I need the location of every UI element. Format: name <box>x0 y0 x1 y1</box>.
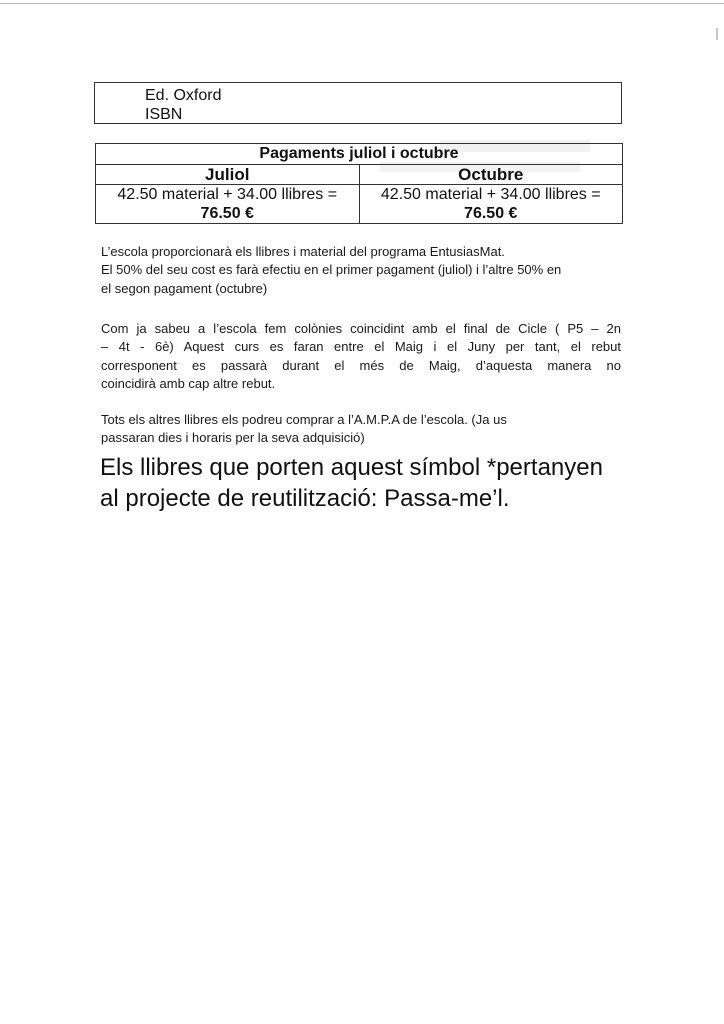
paragraph-colonies <box>101 320 621 394</box>
paragraph-line: El 50% del seu cost es farà efectiu en el primer pagament (juliol) i l’altre 50% en <box>101 262 562 278</box>
payment-detail: 42.50 material + 34.00 llibres = <box>117 186 338 203</box>
publisher-text: Ed. Oxford <box>145 87 222 104</box>
book-info-box <box>94 82 622 124</box>
column-header-juliol: Juliol <box>96 165 360 185</box>
isbn-label: ISBN <box>145 106 183 123</box>
payment-total: 76.50 € <box>464 205 518 222</box>
payment-cell-juliol <box>96 185 360 224</box>
column-header-octubre: Octubre <box>359 165 623 185</box>
reuse-notice-line: al projecte de reutilització: Passa-me’l. <box>100 485 510 512</box>
paragraph-ampa <box>101 411 621 448</box>
payment-cell-octubre <box>359 185 623 224</box>
payments-table-title: Pagaments juliol i octubre <box>96 144 623 165</box>
scan-mark <box>716 28 718 40</box>
paragraph-line: L’escola proporcionarà els llibres i material del programa EntusiasMat. <box>101 244 505 259</box>
paragraph-line: – 4t - 6è) Aquest curs es faran entre el Maig i el Juny per tant, el rebut <box>101 339 621 355</box>
paragraph-line: passaran dies i horaris per la seva adquisició) <box>101 430 365 446</box>
reuse-notice <box>100 452 640 514</box>
payments-table <box>95 143 623 224</box>
paragraph-line: Tots els altres llibres els podreu comprar a l’A.M.P.A de l’escola. (Ja us <box>101 412 507 427</box>
payment-detail: 42.50 material + 34.00 llibres = <box>380 186 601 203</box>
reuse-notice-line: Els llibres que porten aquest símbol *pertanyen <box>100 454 603 481</box>
paragraph-entusiasmat <box>101 243 621 298</box>
paragraph-line: el segon pagament (octubre) <box>101 280 268 296</box>
payment-total: 76.50 € <box>200 205 254 222</box>
paragraph-line: Com ja sabeu a l’escola fem colònies coincidint amb el final de Cicle ( P5 – 2n <box>101 321 621 336</box>
paragraph-line: coincidirà amb cap altre rebut. <box>101 376 276 392</box>
scan-edge-line <box>0 3 724 4</box>
paragraph-line: corresponent es passarà durant el més de Maig, d’aquesta manera no <box>101 357 621 373</box>
